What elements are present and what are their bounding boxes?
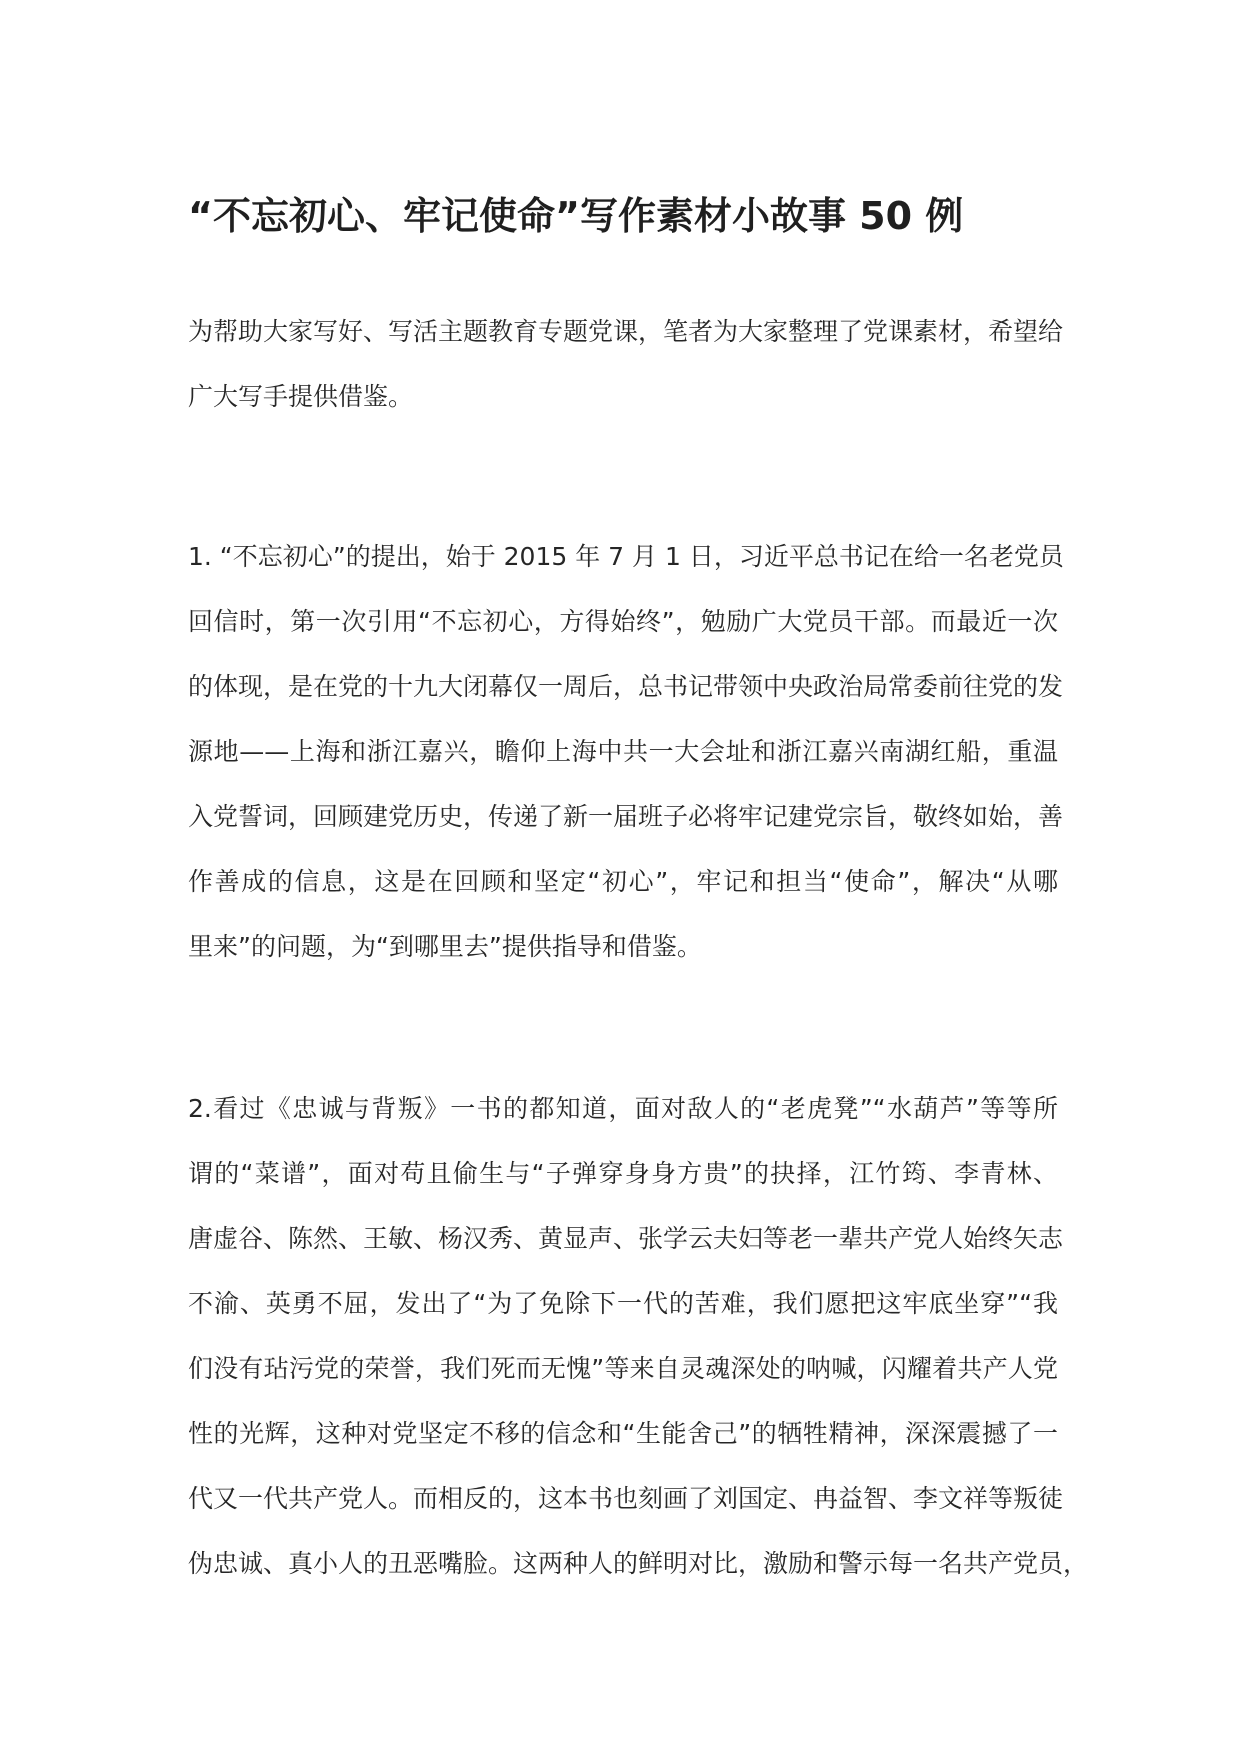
text-line: 2.看过《忠诚与背叛》一书的都知道，面对敌人的“老虎凳”“水葫芦”等等所 (188, 1094, 1058, 1123)
text-line: 谓的“菜谱”，面对苟且偷生与“子弹穿身身方贵”的抉择，江竹筠、李青林、 (188, 1159, 1058, 1188)
story-item-2 (188, 1087, 1089, 1607)
text-line: 回信时，第一次引用“不忘初心，方得始终”，勉励广大党员干部。而最近一次 (188, 607, 1058, 636)
text-line: 源地——上海和浙江嘉兴，瞻仰上海中共一大会址和浙江嘉兴南湖红船，重温 (188, 737, 1058, 766)
text-line: 1. “不忘初心”的提出，始于 2015 年 7 月 1 日，习近平总书记在给一名老党员 (188, 542, 1064, 571)
story-item-1 (188, 535, 1064, 990)
text-line: 广大写手提供借鉴。 (188, 382, 414, 411)
text-line: 们没有玷污党的荣誉，我们死而无愧”等来自灵魂深处的呐喊，闪耀着共产人党 (188, 1354, 1058, 1383)
text-line: 作善成的信息，这是在回顾和坚定“初心”，牢记和担当“使命”，解决“从哪 (188, 867, 1058, 896)
text-line: 为帮助大家写好、写活主题教育专题党课，笔者为大家整理了党课素材，希望给 (188, 317, 1064, 346)
text-line: 代又一代共产党人。而相反的，这本书也刻画了刘国定、冉益智、李文祥等叛徒 (188, 1484, 1064, 1513)
text-line: 性的光辉，这种对党坚定不移的信念和“生能舍己”的牺牲精神，深深震撼了一 (188, 1419, 1058, 1448)
text-line: 入党誓词，回顾建党历史，传递了新一届班子必将牢记建党宗旨，敬终如始，善 (188, 802, 1064, 831)
text-line: 里来”的问题，为“到哪里去”提供指导和借鉴。 (188, 932, 702, 961)
text-line: 伪忠诚、真小人的丑恶嘴脸。这两种人的鲜明对比，激励和警示每一名共产党员， (188, 1549, 1089, 1578)
text-line: 的体现，是在党的十九大闭幕仅一周后，总书记带领中央政治局常委前往党的发 (188, 672, 1064, 701)
intro-paragraph (188, 310, 1064, 440)
text-line: 唐虚谷、陈然、王敏、杨汉秀、黄显声、张学云夫妇等老一辈共产党人始终矢志 (188, 1224, 1064, 1253)
text-line: 不渝、英勇不屈，发出了“为了免除下一代的苦难，我们愿把这牢底坐穿”“我 (188, 1289, 1058, 1318)
document-title: “不忘初心、牢记使命”写作素材小故事 50 例 (188, 194, 964, 238)
